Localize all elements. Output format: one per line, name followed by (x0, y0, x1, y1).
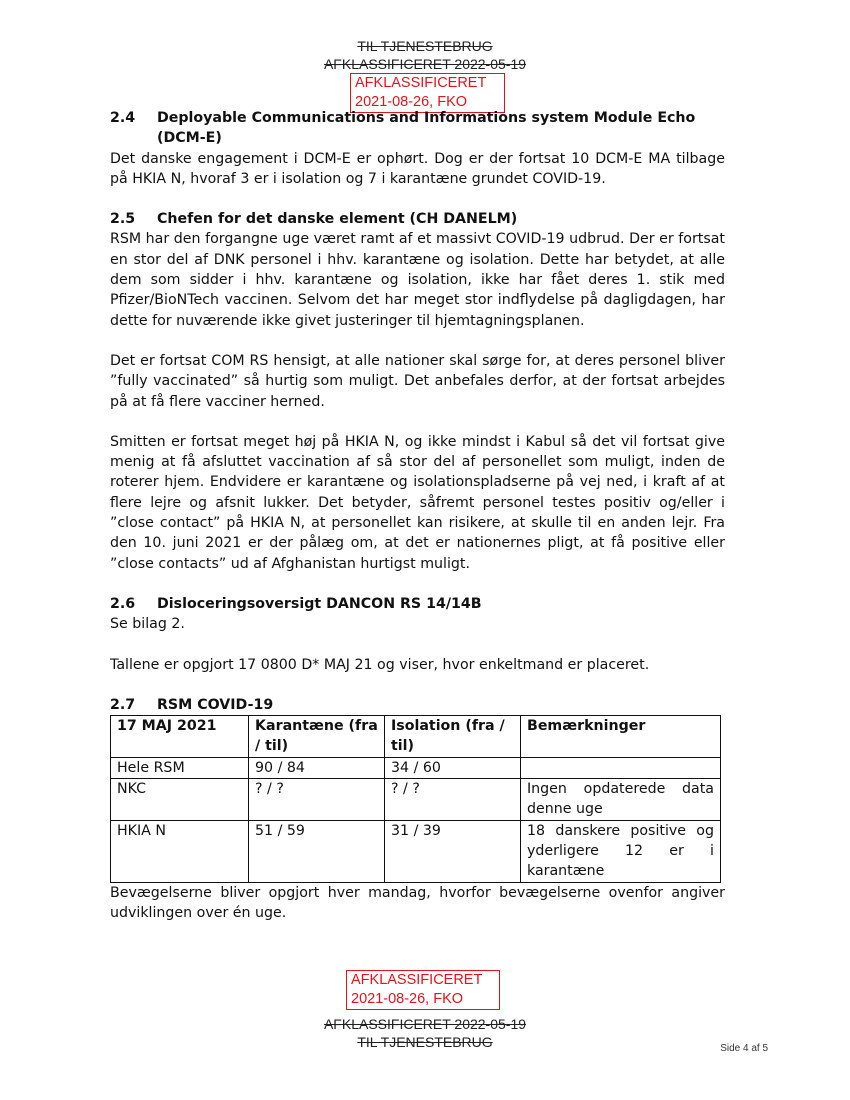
table-cell: ? / ? (249, 779, 385, 821)
section-2-6-heading (110, 594, 725, 614)
table-header-cell: Karantæne (fra / til) (249, 716, 385, 758)
footer-declassified-date: AFKLASSIFICERET 2022-05-19 (323, 1016, 527, 1032)
section-title: Deployable Communications and Informations system Module Echo (DCM-E) (157, 110, 696, 147)
table-header-cell: Isolation (fra / til) (385, 716, 521, 758)
section-2-5-paragraph-1: RSM har den forgangne uge været ramt af et massivt COVID-19 udbrud. Der er fortsat en stor del af DNK personel i hhv. karantæne og isolation. Dette har betydet, at alle dem som sidder i hhv. karantæne og isolation, ikke har fået deres 1. stik med Pfizer/BioNTech vaccinen. Selvom det har meget stor indflydelse på dagligdagen, har dette for nuværende ikke givet justeringer til hjemtagningsplanen. (110, 231, 725, 329)
table-header-row (111, 716, 721, 758)
header-declassified-date: AFKLASSIFICERET 2022-05-19 (323, 56, 527, 72)
table-cell: Ingen opdaterede data denne uge (521, 779, 721, 821)
table-cell: NKC (111, 779, 249, 821)
section-2-6-paragraph-2: Tallene er opgjort 17 0800 D* MAJ 21 og viser, hvor enkeltmand er placeret. (110, 656, 650, 673)
stamp-line-2: 2021-08-26, FKO (351, 991, 464, 1007)
table-row (111, 757, 721, 778)
section-2-5-heading (110, 209, 725, 229)
table-header-cell: 17 MAJ 2021 (111, 716, 249, 758)
table-cell: 34 / 60 (385, 757, 521, 778)
footer-classification: TIL TJENESTEBRUG (357, 1034, 493, 1050)
table-cell: 18 danskere positive og yderligere 12 er i karantæne (521, 820, 721, 882)
section-2-5-paragraph-3: Smitten er fortsat meget høj på HKIA N, og ikke mindst i Kabul så det vil fortsat give menig at få afsluttet vaccination af så stor del af personellet som muligt, inden de roterer hjem. Endvidere er karantæne og isolationspladserne på vej ned, i kraft af at flere lejre og afsnit lukker. Det betyder, såfremt personel testes positiv og/eller i ”close contact” på HKIA N, at personellet kan risikere, at skulle til en anden lejr. Fra den 10. juni 2021 er der pålæg om, at det er nationernes pligt, at få positive eller ”close contacts” ud af Afghanistan hurtigst muligt. (110, 433, 725, 572)
section-2-6-paragraph-1: Se bilag 2. (110, 616, 185, 633)
header-classification: TIL TJENESTEBRUG (357, 38, 493, 54)
table-cell (521, 757, 721, 778)
section-2-7-note: Bevægelserne bliver opgjort hver mandag, hvorfor bevægelserne ovenfor angiver udviklingen over én uge. (110, 884, 725, 921)
table-cell: HKIA N (111, 820, 249, 882)
section-title: Disloceringsoversigt DANCON RS 14/14B (157, 595, 482, 612)
stamp-line-1: AFKLASSIFICERET (351, 972, 483, 988)
section-2-4-heading (110, 108, 725, 149)
footer-declassification-stamp (346, 970, 500, 1010)
section-number: 2.6 (110, 595, 136, 612)
section-title: Chefen for det danske element (CH DANELM) (157, 211, 518, 228)
table-row (111, 820, 721, 882)
table-cell: 51 / 59 (249, 820, 385, 882)
header-declassification-stamp (350, 73, 505, 113)
table-cell: Hele RSM (111, 757, 249, 778)
covid-table (110, 715, 721, 882)
section-2-7-heading (110, 695, 725, 715)
document-body (110, 108, 725, 923)
section-2-4-body: Det danske engagement i DCM-E er ophørt. Dog er der fortsat 10 DCM-E MA tilbage på HKIA N, hvoraf 3 er i isolation og 7 i karantæne grundet COVID-19. (110, 150, 725, 187)
section-title: RSM COVID-19 (157, 696, 274, 713)
table-cell: 90 / 84 (249, 757, 385, 778)
table-cell: ? / ? (385, 779, 521, 821)
section-number: 2.5 (110, 211, 136, 228)
page-number: Side 4 af 5 (720, 1043, 768, 1054)
section-number: 2.4 (110, 110, 136, 126)
stamp-line-1: AFKLASSIFICERET (355, 75, 487, 91)
table-row (111, 779, 721, 821)
table-header-cell: Bemærkninger (521, 716, 721, 758)
stamp-line-2: 2021-08-26, FKO (355, 94, 468, 110)
table-cell: 31 / 39 (385, 820, 521, 882)
section-number: 2.7 (110, 696, 136, 713)
section-2-5-paragraph-2: Det er fortsat COM RS hensigt, at alle nationer skal sørge for, at deres personel bliver ”fully vaccinated” så hurtig som muligt. Det anbefales derfor, at der fortsat arbejdes på at få flere vacciner herned. (110, 352, 725, 410)
